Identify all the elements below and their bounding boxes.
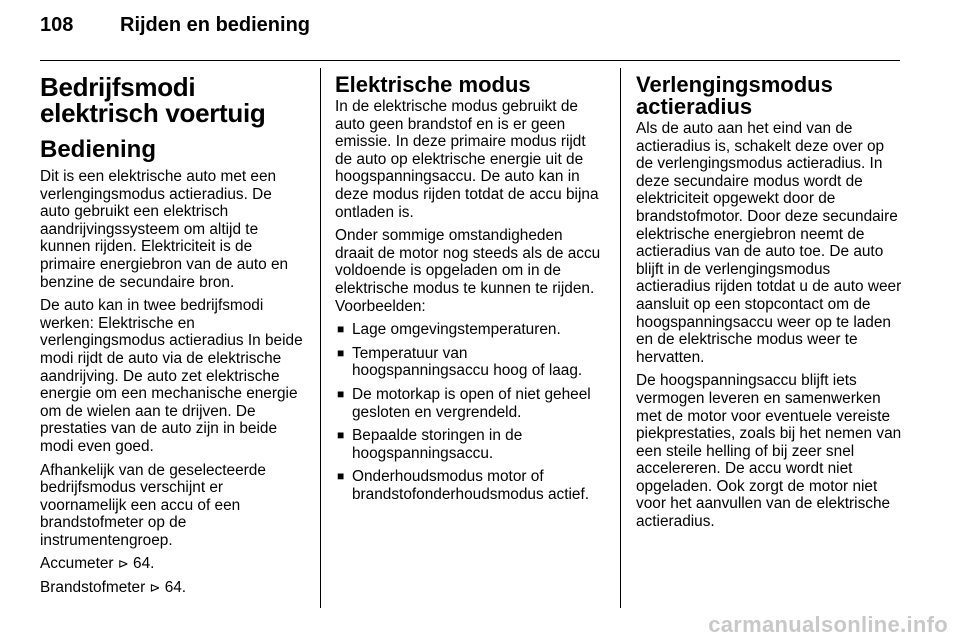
paragraph: In de elektrische modus gebruikt de auto geen brandstof en is er geen emissie. In deze primaire modus rijdt de auto op elektrische energie uit de hoogspanningsaccu. De auto kan in deze modus rijden totdat de accu bijna ontladen is. [335,98,599,221]
list-item [335,386,605,421]
list-item [335,321,605,339]
list-item-text: Lage omgevingstemperaturen. [352,321,561,339]
column-divider-1 [320,68,321,608]
header-divider [40,60,900,61]
section-title: Rijden en bediening [120,14,311,36]
square-bullet-icon: ■ [337,345,345,360]
square-bullet-icon: ■ [337,428,345,443]
bullet-list [335,321,605,503]
cross-reference[interactable] [40,555,305,573]
paragraph: Onder sommige omstandigheden draait de motor nog steeds als de accu voldoende is opgeladen om in de elektrische modus te kunnen te rijden. Voorbeelden: [335,227,601,315]
column-3 [636,74,903,537]
page-reference-arrow-icon: ⊳ [149,580,161,596]
paragraph: De hoogspanningsaccu blijft iets vermogen leveren en samenwerken met de motor voor eventuele vereiste piekprestaties, zoals bij het nemen van een steile helling of bij zeer snel accelereren. De accu wordt niet opgeladen. Ook zorgt de motor niet voor het aanvullen van de elektrische actieradius. [636,372,902,531]
list-item-text: De motorkap is open of niet geheel gesloten en vergrendeld. [352,385,591,421]
page-number: 108 [40,14,74,36]
paragraph: Als de auto aan het eind van de actieradius is, schakelt deze over op de verlengingsmodus actieradius. In deze secundaire modus wordt de elektriciteit opgewekt door de brandstofmotor. Door deze secundaire elektrische energiebron neemt de actieradius van de auto toe. De auto blijft in de verlengingsmodus actieradius rijden totdat u de auto weer aansluit op een stopcontact om de hoogspanningsaccu weer op te laden en de elektrische modus weer te hervatten. [636,120,902,366]
subsection-title: Bediening [40,136,157,163]
column-divider-2 [620,68,621,608]
list-item-text: Bepaalde storingen in de hoogspanningsaccu. [352,427,523,462]
square-bullet-icon: ■ [337,469,345,484]
list-item-text: Onderhoudsmodus motor of brandstofonderhoudsmodus actief. [352,468,589,503]
reference-page: 64. [164,579,187,597]
list-item-text: Temperatuur van hoogspanningsaccu hoog of laag. [352,344,583,380]
column-1 [40,74,305,603]
square-bullet-icon: ■ [337,322,345,337]
reference-page: 64. [133,555,155,573]
section-heading: Elektrische modus [335,72,531,97]
page-reference-arrow-icon: ⊳ [117,556,129,572]
watermark: carmanualsonline.info [708,612,948,637]
reference-label: Accumeter [40,555,114,573]
paragraph: De auto kan in twee bedrijfsmodi werken: Elektrische en verlengingsmodus actieradius In beide modi rijdt de auto via de elektrische aandrijving. De auto zet elektrische energie om een mechanische energie om de wielen aan te drijven. De prestaties van de auto zijn in beide modi even goed. [40,297,303,455]
list-item [335,345,605,380]
paragraph: Afhankelijk van de geselecteerde bedrijfsmodus verschijnt er voornamelijk een accu of een brandstofmeter op de instrumentengroep. [40,461,266,549]
column-2 [335,74,605,509]
section-heading: Verlengingsmodus actieradius [636,72,833,119]
cross-reference[interactable] [40,579,305,597]
paragraph: Dit is een elektrische auto met een verlengingsmodus actieradius. De auto gebruikt een elektrisch aandrijvingssysteem om altijd te kunnen rijden. Elektriciteit is de primaire energiebron van de auto en benzine de secundaire bron. [40,168,289,291]
square-bullet-icon: ■ [337,386,345,401]
reference-label: Brandstofmeter [40,579,146,597]
list-item [335,468,605,503]
list-item [335,427,605,462]
main-title: Bedrijfsmodi elektrisch voertuig [40,72,266,128]
